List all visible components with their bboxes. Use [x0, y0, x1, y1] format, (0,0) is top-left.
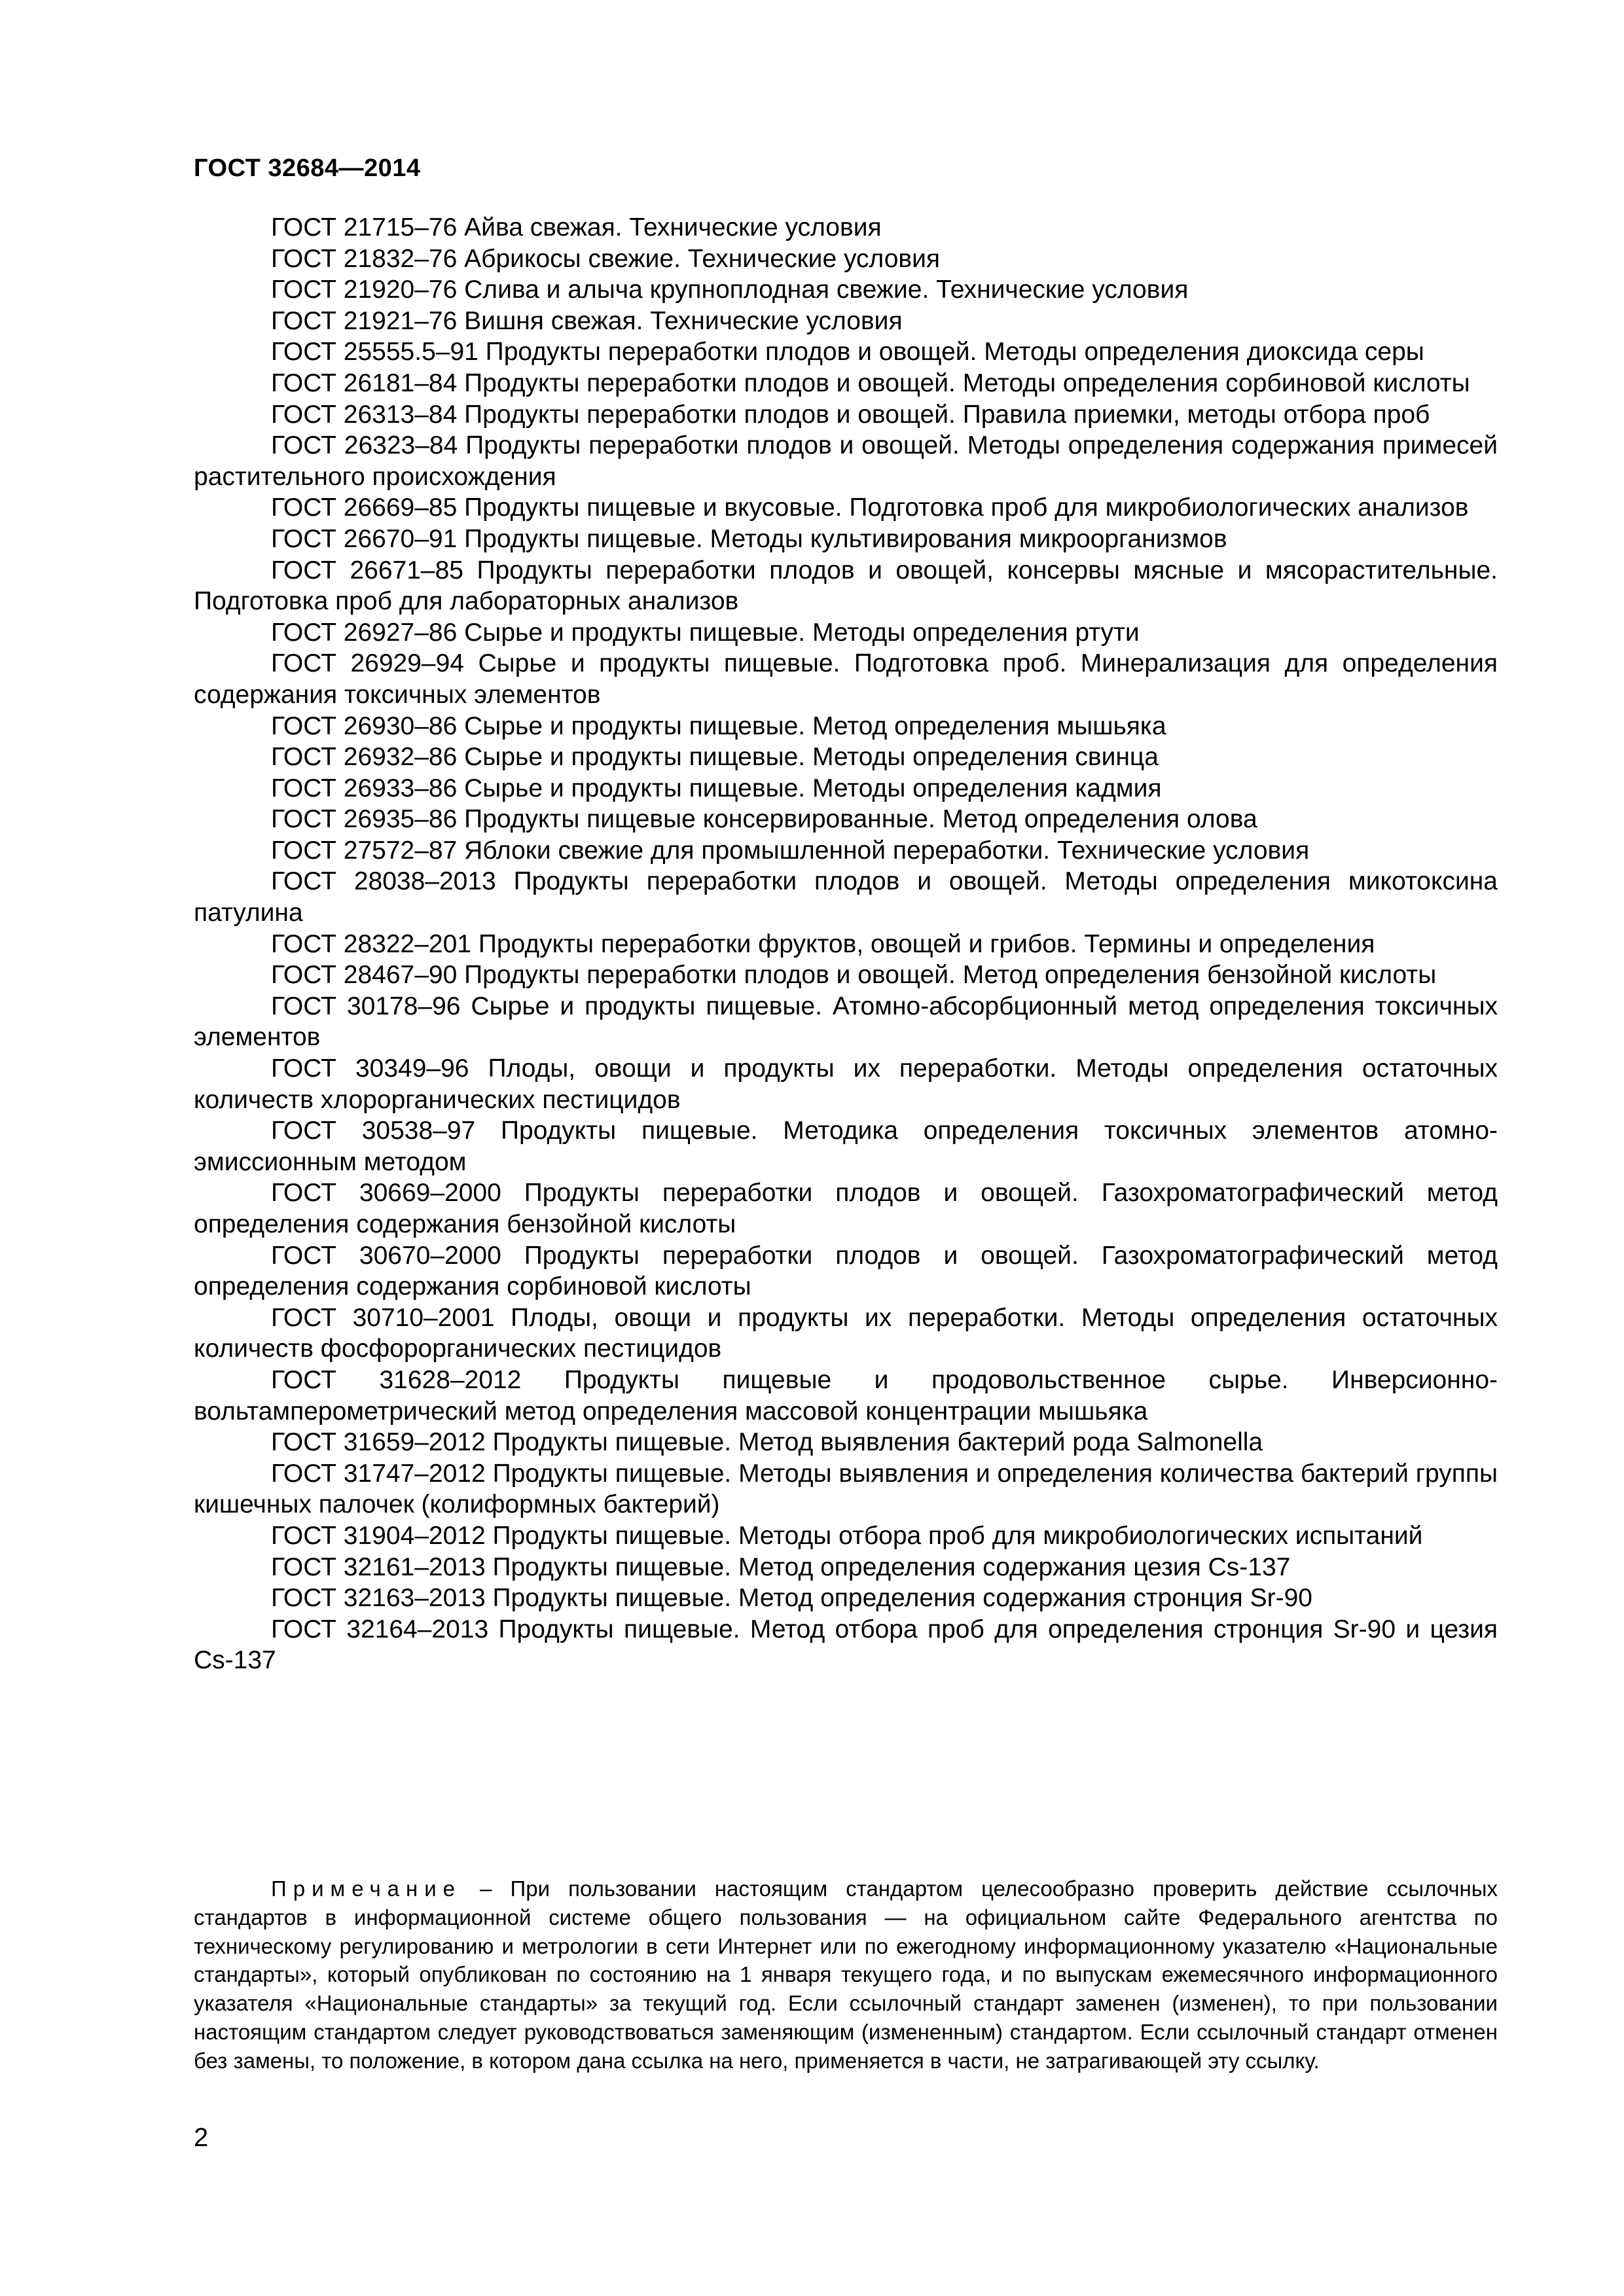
- reference-item: ГОСТ 26933–86 Сырье и продукты пищевые. Методы определения кадмия: [271, 774, 1162, 802]
- reference-item: ГОСТ 26669–85 Продукты пищевые и вкусовые. Подготовка проб для микробиологических анализов: [271, 493, 1469, 522]
- reference-item: ГОСТ 26927–86 Сырье и продукты пищевые. Методы определения ртути: [271, 618, 1140, 647]
- document-header: ГОСТ 32684—2014: [194, 154, 421, 182]
- reference-item: ГОСТ 21715–76 Айва свежая. Технические условия: [271, 213, 882, 242]
- reference-item: ГОСТ 28322–201 Продукты переработки фруктов, овощей и грибов. Термины и определения: [271, 929, 1375, 958]
- reference-item: ГОСТ 32161–2013 Продукты пищевые. Метод определения содержания цезия Cs-137: [271, 1552, 1291, 1581]
- reference-item: ГОСТ 28467–90 Продукты переработки плодов и овощей. Метод определения бензойной кислоты: [271, 961, 1437, 990]
- reference-item: ГОСТ 32163–2013 Продукты пищевые. Метод определения содержания стронция Sr-90: [271, 1584, 1312, 1613]
- reference-item: ГОСТ 32164–2013 Продукты пищевые. Метод отбора проб для определения стронция Sr-90 и цезия Cs-137: [194, 1615, 1498, 1675]
- reference-item: ГОСТ 25555.5–91 Продукты переработки плодов и овощей. Методы определения диоксида серы: [271, 338, 1424, 367]
- note-text: – При пользовании настоящим стандартом целесообразно проверить действие ссылочных стандартов в информационной системе общего пользования — на официальном сайте Федерального агентства по техническому регулированию и метрологии в сети Интернет или по ежегодному информационному указателю «Национальные стандарты», который опубликован по состоянию на 1 января текущего года, и по выпускам ежемесячного информационного указателя «Национальные стандарты» за текущий год. Если ссылочный стандарт заменен (изменен), то при пользовании настоящим стандартом следует руководствоваться заменяющим (измененным) стандартом. Если ссылочный стандарт отменен без замены, то положение, в котором дана ссылка на него, применяется в части, не затрагивающей эту ссылку.: [194, 1876, 1498, 2073]
- reference-item: ГОСТ 26670–91 Продукты пищевые. Методы культивирования микроорганизмов: [271, 524, 1227, 553]
- reference-item: ГОСТ 28038–2013 Продукты переработки плодов и овощей. Методы определения микотоксина патулина: [194, 867, 1498, 927]
- reference-item: ГОСТ 26313–84 Продукты переработки плодов и овощей. Правила приемки, методы отбора проб: [271, 400, 1430, 429]
- reference-item: ГОСТ 26929–94 Сырье и продукты пищевые. Подготовка проб. Минерализация для определения содержания токсичных элементов: [194, 649, 1498, 709]
- reference-item: ГОСТ 31747–2012 Продукты пищевые. Методы выявления и определения количества бактерий группы кишечных палочек (колиформных бактерий): [194, 1459, 1498, 1519]
- reference-item: ГОСТ 21920–76 Слива и алыча крупноплодная свежие. Технические условия: [271, 276, 1189, 304]
- normative-references-list: [194, 212, 1498, 1676]
- page-number: 2: [194, 2123, 209, 2152]
- reference-item: ГОСТ 30669–2000 Продукты переработки плодов и овощей. Газохроматографический метод определения содержания бензойной кислоты: [194, 1179, 1498, 1238]
- reference-item: ГОСТ 27572–87 Яблоки свежие для промышленной переработки. Технические условия: [271, 836, 1310, 865]
- reference-item: ГОСТ 31628–2012 Продукты пищевые и продовольственное сырье. Инверсионно-вольтамперометрический метод определения массовой концентрации мышьяка: [194, 1365, 1498, 1426]
- reference-item: ГОСТ 26932–86 Сырье и продукты пищевые. Методы определения свинца: [271, 743, 1159, 772]
- reference-item: ГОСТ 30710–2001 Плоды, овощи и продукты их переработки. Методы определения остаточных количеств фосфорорганических пестицидов: [194, 1303, 1498, 1363]
- reference-item: ГОСТ 30178–96 Сырье и продукты пищевые. Атомно-абсорбционный метод определения токсичных элементов: [194, 992, 1498, 1052]
- reference-item: ГОСТ 26181–84 Продукты переработки плодов и овощей. Методы определения сорбиновой кислоты: [271, 368, 1470, 397]
- reference-item: ГОСТ 26930–86 Сырье и продукты пищевые. Метод определения мышьяка: [271, 711, 1166, 740]
- reference-item: ГОСТ 30349–96 Плоды, овощи и продукты их переработки. Методы определения остаточных количеств хлорорганических пестицидов: [194, 1054, 1498, 1114]
- reference-item: ГОСТ 31659–2012 Продукты пищевые. Метод выявления бактерий рода Salmonella: [271, 1428, 1263, 1457]
- reference-item: ГОСТ 26323–84 Продукты переработки плодов и овощей. Методы определения содержания примесей растительного происхождения: [194, 431, 1498, 491]
- reference-item: ГОСТ 21832–76 Абрикосы свежие. Технические условия: [271, 244, 941, 273]
- reference-item: ГОСТ 26935–86 Продукты пищевые консервированные. Метод определения олова: [271, 805, 1257, 834]
- reference-item: ГОСТ 21921–76 Вишня свежая. Технические условия: [271, 306, 903, 335]
- reference-item: ГОСТ 30538–97 Продукты пищевые. Методика определения токсичных элементов атомно-эмиссионным методом: [194, 1117, 1498, 1176]
- note-paragraph: [194, 1874, 1498, 2075]
- note-label: Примечание: [271, 1876, 462, 1901]
- reference-item: ГОСТ 26671–85 Продукты переработки плодов и овощей, консервы мясные и мясорастительные. Подготовка проб для лабораторных анализов: [194, 556, 1498, 616]
- reference-item: ГОСТ 31904–2012 Продукты пищевые. Методы отбора проб для микробиологических испытаний: [271, 1521, 1423, 1550]
- reference-item: ГОСТ 30670–2000 Продукты переработки плодов и овощей. Газохроматографический метод определения содержания сорбиновой кислоты: [194, 1241, 1498, 1301]
